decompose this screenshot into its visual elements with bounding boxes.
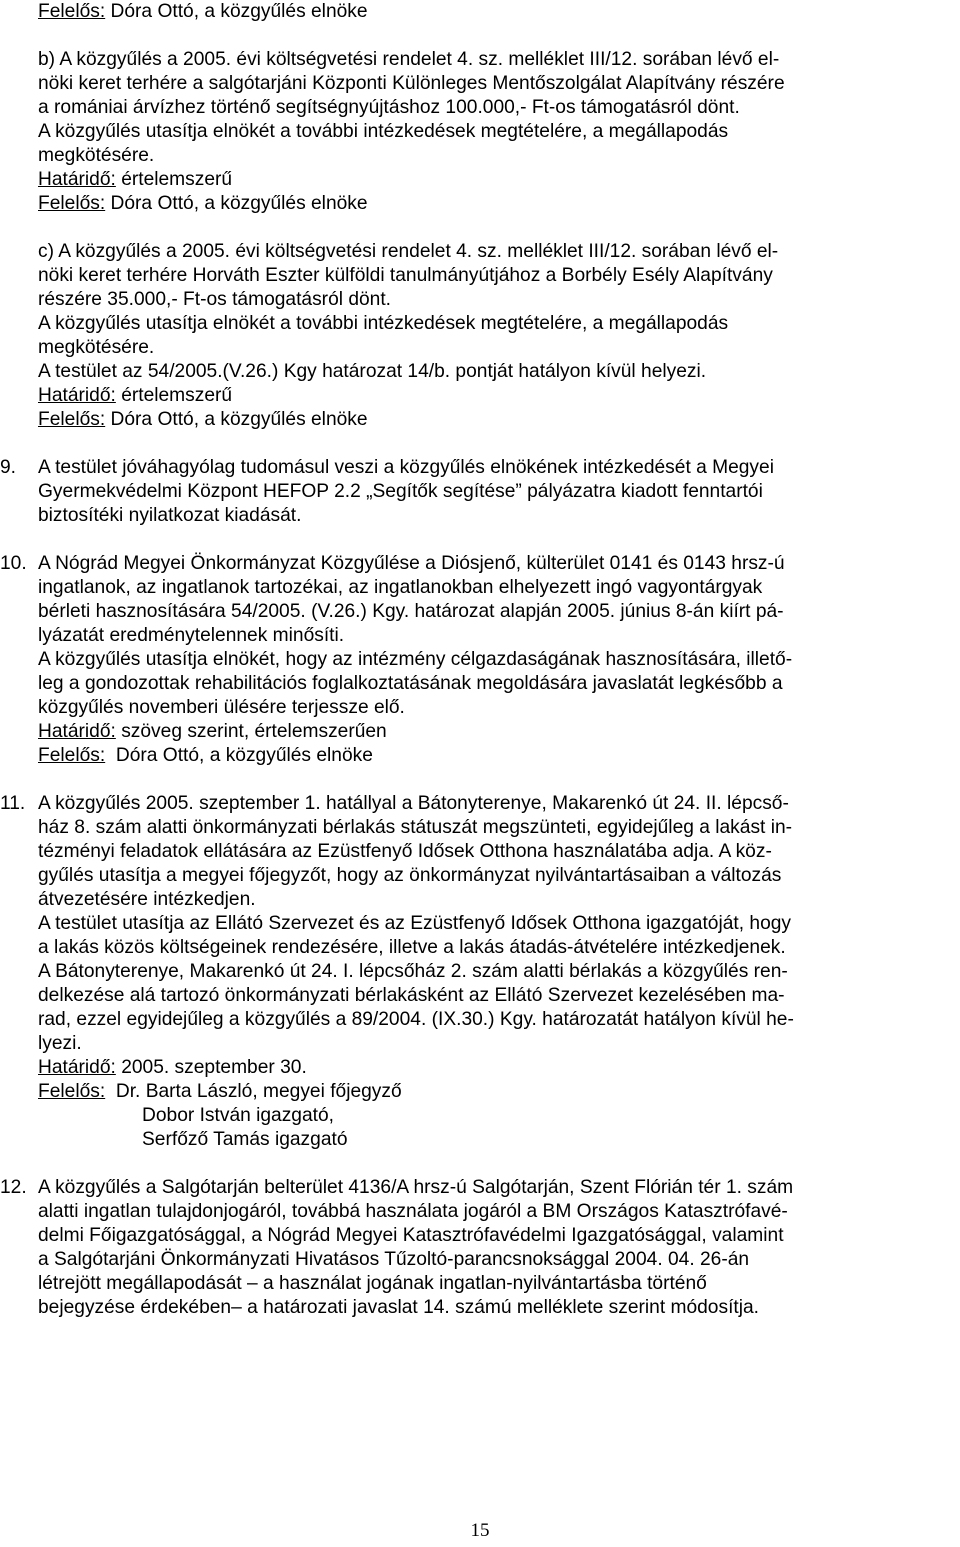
deadline-label: Határidő: bbox=[38, 721, 116, 742]
section-c bbox=[38, 240, 956, 432]
section-b bbox=[38, 48, 956, 216]
section-c-responsible bbox=[38, 408, 956, 432]
deadline-label: Határidő: bbox=[38, 169, 116, 190]
item-11-line: gyűlés utasítja a megyei főjegyzőt, hogy az önkormányzat nyilvántartásaiban a változás bbox=[38, 865, 782, 886]
item-10-line: leg a gondozottak rehabilitációs foglalkoztatásának megoldására javaslatát legkésőbb a bbox=[38, 673, 783, 694]
section-b-deadline bbox=[38, 168, 956, 192]
deadline-label: Határidő: bbox=[38, 1057, 116, 1078]
section-c-deadline bbox=[38, 384, 956, 408]
section-c-line: A közgyűlés utasítja elnökét a további intézkedések megtételére, a megállapodás bbox=[38, 313, 729, 334]
item-12-line: létrejött megállapodását – a használat jogának ingatlan-nyilvántartásba történő bbox=[38, 1273, 707, 1294]
item-11-line: ház 8. szám alatti önkormányzati bérlakás státuszát megszünteti, egyidejűleg a lakást in- bbox=[38, 817, 793, 838]
item-9 bbox=[0, 456, 956, 528]
item-12-line: alatti ingatlan tulajdonjogáról, továbbá használata jogáról a BM Országos Katasztrófavé- bbox=[38, 1201, 788, 1222]
section-c-line: A testület az 54/2005.(V.26.) Kgy határozat 14/b. pontját hatályon kívül helyezi. bbox=[38, 361, 707, 382]
item-11-line: A testület utasítja az Ellátó Szervezet és az Ezüstfenyő Idősek Otthona igazgatóját, hogy bbox=[38, 913, 792, 934]
item-10-line: A Nógrád Megyei Önkormányzat Közgyűlése a Diósjenő, külterület 0141 és 0143 hrsz-ú bbox=[38, 553, 785, 574]
responsible-value: Dóra Ottó, a közgyűlés elnöke bbox=[105, 193, 368, 214]
item-number: 9. bbox=[0, 457, 17, 478]
item-10-line: ingatlanok, az ingatlanok tartozékai, az ingatlanokban elhelyezett ingó vagyontárgyak bbox=[38, 577, 763, 598]
item-12-line: A közgyűlés a Salgótarján belterület 4136/A hrsz-ú Salgótarján, Szent Flórián tér 1. szám bbox=[38, 1177, 794, 1198]
item-11-line: A közgyűlés 2005. szeptember 1. hatállyal a Bátonyterenye, Makarenkó út 24. II. lépcső- bbox=[38, 793, 789, 814]
item-11-line: A Bátonyterenye, Makarenkó út 24. I. lépcsőház 2. szám alatti bérlakás a közgyűlés ren- bbox=[38, 961, 788, 982]
item-10-line: közgyűlés novemberi ülésére terjessze elő. bbox=[38, 697, 405, 718]
responsible-value: Dóra Ottó, a közgyűlés elnöke bbox=[105, 1, 368, 22]
item-11-line: lyezi. bbox=[38, 1033, 82, 1054]
item-10-line: lyázatát eredménytelennek minősíti. bbox=[38, 625, 345, 646]
item-11 bbox=[0, 792, 956, 1152]
item-10-responsible bbox=[38, 744, 956, 768]
item-9-line: Gyermekvédelmi Központ HEFOP 2.2 „Segítők segítése” pályázatra kiadott fenntartói bbox=[38, 481, 763, 502]
item-11-responsible bbox=[38, 1080, 956, 1104]
deadline-value: értelemszerű bbox=[115, 385, 233, 406]
deadline-value: szöveg szerint, értelemszerűen bbox=[115, 721, 387, 742]
responsible-value: Dóra Ottó, a közgyűlés elnöke bbox=[105, 745, 373, 766]
item-11-line: átvezetésére intézkedjen. bbox=[38, 889, 256, 910]
item-12-line: bejegyzése érdekében– a határozati javaslat 14. számú melléklete szerint módosítja. bbox=[38, 1297, 759, 1318]
section-b-line: nöki keret terhére a salgótarjáni Központi Különleges Mentőszolgálat Alapítvány részére bbox=[38, 73, 785, 94]
item-10-line: bérleti hasznosítására 54/2005. (V.26.) Kgy. határozat alapján 2005. június 8-án kiírt pá- bbox=[38, 601, 784, 622]
section-c-line: részére 35.000,- Ft-os támogatásról dönt. bbox=[38, 289, 392, 310]
item-12 bbox=[0, 1176, 956, 1320]
item-12-line: delmi Főigazgatósággal, a Nógrád Megyei Katasztrófavédelmi Igazgatósággal, valamint bbox=[38, 1225, 784, 1246]
item-11-line: a lakás közös költségeinek rendezésére, illetve a lakás átadás-átvételére intézkedjenek. bbox=[38, 937, 786, 958]
item-10-deadline bbox=[38, 720, 956, 744]
item-10 bbox=[0, 552, 956, 768]
section-b-line: megkötésére. bbox=[38, 145, 155, 166]
item-11-responsible-extra: Serfőző Tamás igazgató bbox=[142, 1129, 348, 1150]
item-11-responsible-extra: Dobor István igazgató, bbox=[142, 1105, 334, 1126]
section-c-line: c) A közgyűlés a 2005. évi költségvetési rendelet 4. sz. melléklet III/12. sorában lévő el- bbox=[38, 241, 779, 262]
section-b-line: b) A közgyűlés a 2005. évi költségvetési rendelet 4. sz. melléklet III/12. sorában lévő el- bbox=[38, 49, 780, 70]
item-9-line: A testület jóváhagyólag tudomásul veszi a közgyűlés elnökének intézkedését a Megyei bbox=[38, 457, 774, 478]
item-11-line: rad, ezzel egyidejűleg a közgyűlés a 89/2004. (IX.30.) Kgy. határozatát hatályon kívül he- bbox=[38, 1009, 794, 1030]
deadline-label: Határidő: bbox=[38, 385, 116, 406]
item-11-deadline bbox=[38, 1056, 956, 1080]
page-number: 15 bbox=[470, 1520, 490, 1541]
deadline-value: értelemszerű bbox=[115, 169, 233, 190]
responsible-label: Felelős: bbox=[38, 409, 106, 430]
responsible-label: Felelős: bbox=[38, 1081, 106, 1102]
item-number: 12. bbox=[0, 1177, 27, 1198]
section-c-line: nöki keret terhére Horváth Eszter külföldi tanulmányútjához a Borbély Esély Alapítvány bbox=[38, 265, 773, 286]
item-11-line: tézményi feladatok ellátására az Ezüstfenyő Idősek Otthona használatába adja. A köz- bbox=[38, 841, 772, 862]
responsible-label: Felelős: bbox=[38, 193, 106, 214]
responsible-value: Dr. Barta László, megyei főjegyző bbox=[105, 1081, 402, 1102]
responsible-value: Dóra Ottó, a közgyűlés elnöke bbox=[105, 409, 368, 430]
item-11-line: delkezése alá tartozó önkormányzati bérlakásként az Ellátó Szervezet kezelésében ma- bbox=[38, 985, 785, 1006]
section-b-responsible bbox=[38, 192, 956, 216]
item-10-line: A közgyűlés utasítja elnökét, hogy az intézmény célgazdaságának hasznosítására, illető- bbox=[38, 649, 793, 670]
item-number: 10. bbox=[0, 553, 27, 574]
section-b-line: A közgyűlés utasítja elnökét a további intézkedések megtételére, a megállapodás bbox=[38, 121, 729, 142]
deadline-value: 2005. szeptember 30. bbox=[115, 1057, 307, 1078]
section-c-line: megkötésére. bbox=[38, 337, 155, 358]
top-responsible bbox=[38, 0, 956, 24]
responsible-label: Felelős: bbox=[38, 1, 106, 22]
section-b-line: a romániai árvízhez történő segítségnyújtáshoz 100.000,- Ft-os támogatásról dönt. bbox=[38, 97, 740, 118]
item-12-line: a Salgótarjáni Önkormányzati Hivatásos Tűzoltó-parancsnoksággal 2004. 04. 26-án bbox=[38, 1249, 750, 1270]
item-9-line: biztosítéki nyilatkozat kiadását. bbox=[38, 505, 302, 526]
responsible-label: Felelős: bbox=[38, 745, 106, 766]
item-number: 11. bbox=[0, 793, 26, 814]
